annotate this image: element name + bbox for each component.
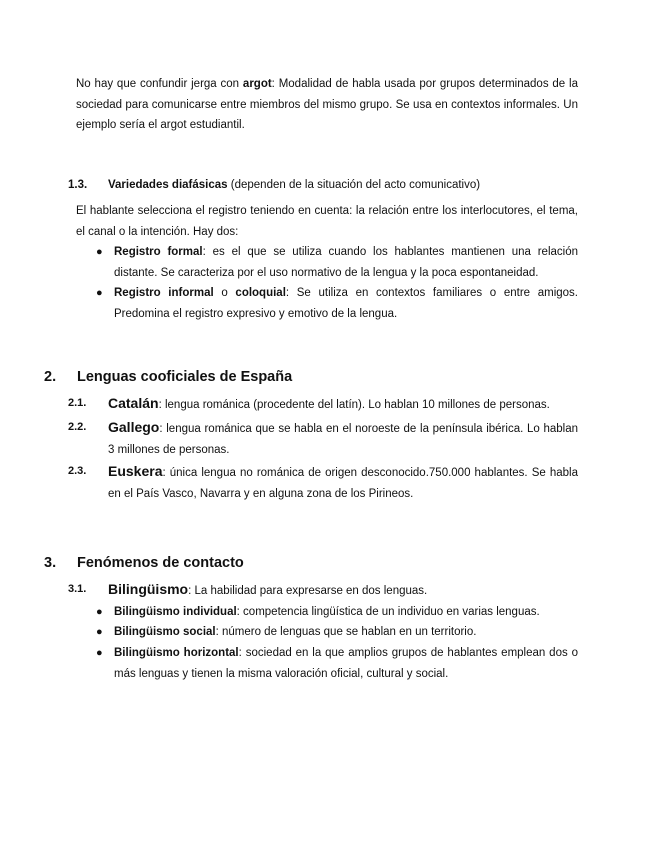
- item-number: 2.3.: [68, 465, 87, 477]
- section-number: 1.3.: [68, 179, 88, 191]
- bullet-term: Registro informal: [114, 287, 214, 299]
- bullet-term: Bilingüismo horizontal: [114, 647, 239, 659]
- argot-paragraph: [76, 74, 578, 136]
- section-title: Variedades diafásicas: [108, 179, 228, 191]
- item-term: Bilingüismo: [108, 581, 189, 597]
- argot-text-pre: No hay que confundir jerga con: [76, 78, 243, 90]
- bullet-icon: ●: [96, 606, 103, 618]
- bullet-bilinguismo-individual: [96, 602, 578, 623]
- item-number: 3.1.: [68, 583, 87, 595]
- item-text: : lengua románica que se habla en el noroeste de la península ibérica. Lo hablan 3 millones de personas.: [108, 423, 578, 456]
- argot-text-post: : Modalidad de habla usada por grupos determinados de la sociedad para comunicarse entre miembros del mismo grupo. Se usa en contextos informales. Un ejemplo sería el argot estudiantil.: [76, 78, 578, 131]
- bullet-registro-formal: [96, 242, 578, 283]
- bullet-text: : es el que se utiliza cuando los hablantes mantienen una relación distante. Se caracteriza por el uso normativo de la lengua y la poca espontaneidad.: [114, 246, 578, 279]
- bullet-term-2: coloquial: [235, 287, 286, 299]
- bullet-icon: ●: [96, 647, 103, 659]
- bullet-term: Bilingüismo individual: [114, 606, 237, 618]
- item-gallego: [68, 417, 578, 460]
- item-text: : lengua románica (procedente del latín). Lo hablan 10 millones de personas.: [158, 399, 550, 411]
- bullet-term: Bilingüismo social: [114, 626, 216, 638]
- bullet-text: : número de lenguas que se hablan en un territorio.: [215, 626, 477, 638]
- bullet-connector: o: [213, 287, 236, 299]
- diafasicas-intro: El hablante selecciona el registro teniendo en cuenta: la relación entre los interlocutores, el tema, el canal o la intención. Hay dos:: [76, 205, 578, 238]
- argot-term: argot: [242, 78, 272, 90]
- section-number: 3.: [44, 555, 57, 571]
- section-title: Fenómenos de contacto: [77, 555, 244, 571]
- item-term: Catalán: [108, 395, 159, 411]
- item-term: Gallego: [108, 419, 160, 435]
- item-euskera: [68, 461, 578, 504]
- item-bilinguismo: [68, 579, 578, 602]
- bullet-text: : competencia lingüística de un individuo en varias lenguas.: [236, 606, 540, 618]
- section-number: 2.: [44, 369, 57, 385]
- section-title: Lenguas cooficiales de España: [77, 369, 293, 385]
- bullet-text: : Se utiliza en contextos familiares o entre amigos. Predomina el registro expresivo y emotivo de la lengua.: [114, 287, 578, 320]
- bullet-bilinguismo-social: [96, 622, 578, 643]
- item-term: Euskera: [108, 463, 163, 479]
- bullet-text: : sociedad en la que amplios grupos de hablantes emplean dos o más lenguas y tienen la misma valoración oficial, cultural y social.: [114, 647, 578, 680]
- bullet-icon: ●: [96, 287, 103, 299]
- bullet-bilinguismo-horizontal: [96, 643, 578, 684]
- section-subtitle: (dependen de la situación del acto comunicativo): [227, 179, 481, 191]
- bullet-icon: ●: [96, 626, 103, 638]
- bullet-icon: ●: [96, 246, 103, 258]
- bullet-registro-informal: [96, 283, 578, 324]
- bullet-term: Registro formal: [114, 246, 203, 258]
- item-text: : La habilidad para expresarse en dos lenguas.: [188, 585, 428, 597]
- item-text: : única lengua no románica de origen desconocido.750.000 hablantes. Se habla en el País Vasco, Navarra y en alguna zona de los Pirineos.: [108, 467, 578, 500]
- item-number: 2.1.: [68, 397, 87, 409]
- item-number: 2.2.: [68, 421, 87, 433]
- item-catalan: [68, 393, 578, 416]
